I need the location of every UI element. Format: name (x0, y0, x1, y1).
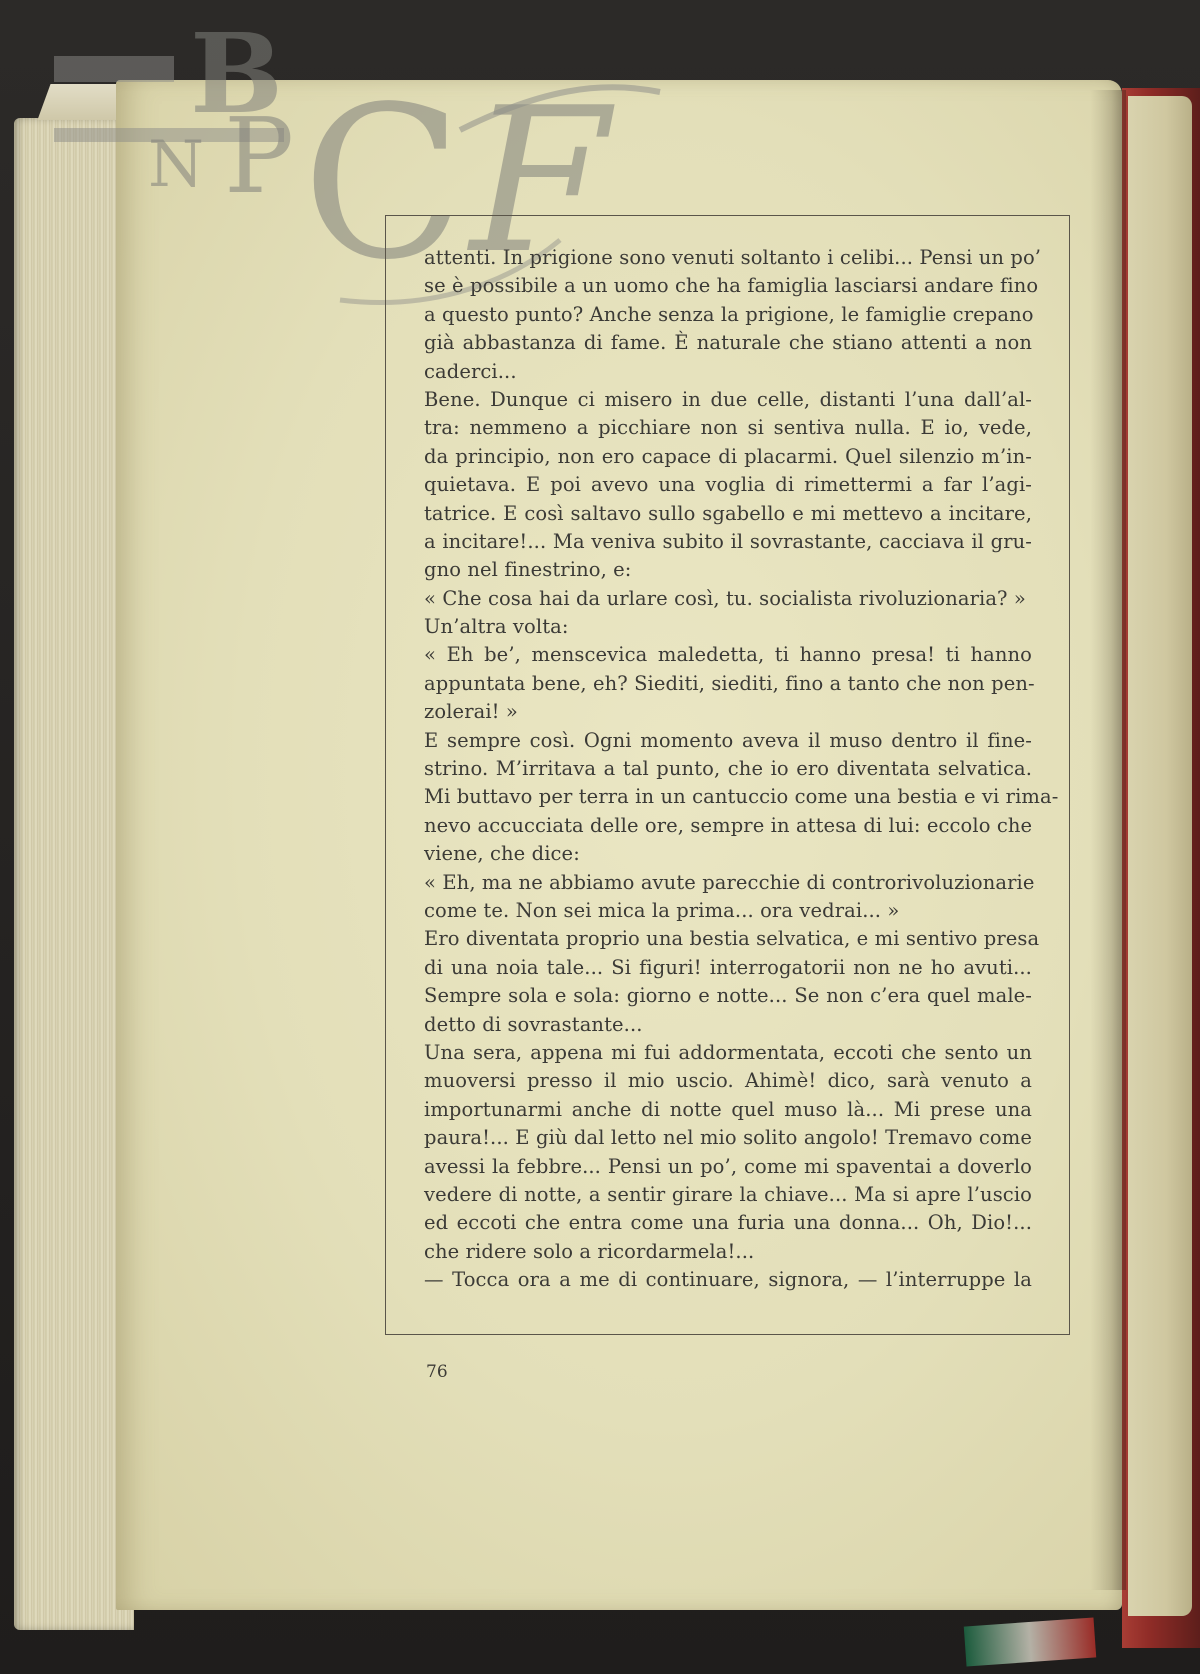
svg-text:B: B (190, 10, 283, 138)
text-line: Una sera, appena mi fui addormentata, eccoti che sento un (424, 1040, 1032, 1064)
text-line: già abbastanza di fame. È naturale che stiano attenti a non (424, 331, 1032, 355)
text-line: paura!... E giù dal letto nel mio solito angolo! Tremavo come (424, 1126, 1032, 1150)
text-line: Ero diventata proprio una bestia selvatica, e mi sentivo presa (424, 927, 1040, 951)
page-text (424, 244, 1059, 1294)
text-line: attenti. In prigione sono venuti soltanto i celibi... Pensi un po’ (424, 246, 1042, 269)
svg-text:P: P (224, 95, 294, 217)
text-line: E sempre così. Ogni momento aveva il muso dentro il fine- (424, 728, 1032, 752)
page-number: 76 (426, 1362, 448, 1382)
text-line: — Tocca ora a me di continuare, signora, — l’interruppe la (424, 1268, 1032, 1292)
text-line: da principio, non ero capace di placarmi. Quel silenzio m’in- (424, 444, 1032, 468)
svg-text:N: N (148, 128, 204, 202)
text-line: nevo accucciata delle ore, sempre in attesa di lui: eccolo che (424, 813, 1033, 837)
text-line: « Eh be’, menscevica maledetta, ti hanno presa! ti hanno (424, 643, 1032, 667)
page-gutter-shadow (1090, 90, 1126, 1590)
text-line: detto di sovrastante... (424, 1012, 643, 1036)
text-line: appuntata bene, eh? Siediti, siediti, fino a tanto che non pen- (424, 671, 1035, 695)
text-line: viene, che dice: (424, 842, 580, 866)
text-line: Sempre sola e sola: giorno e notte... Se non c’era quel male- (424, 984, 1032, 1008)
facing-page-edge (1128, 96, 1192, 1616)
text-line: vedere di notte, a sentir girare la chiave... Ma si apre l’uscio (424, 1182, 1032, 1206)
text-line: caderci... (424, 359, 517, 383)
text-line: a incitare!... Ma veniva subito il sovrastante, cacciava il gru- (424, 529, 1032, 553)
text-line: zolerai! » (424, 700, 518, 724)
text-line: « Che cosa hai da urlare così, tu. socialista rivoluzionaria? » (424, 586, 1026, 610)
text-line: importunarmi anche di notte quel muso là... Mi prese una (424, 1097, 1032, 1121)
text-line: come te. Non sei mica la prima... ora vedrai... » (424, 898, 900, 922)
text-line: muoversi presso il mio uscio. Ahimè! dico, sarà venuto a (424, 1069, 1032, 1093)
text-line: di una noia tale... Si figuri! interrogatorii non ne ho avuti... (424, 955, 1032, 979)
text-line: quietava. E poi avevo una voglia di rimettermi a far l’agi- (424, 473, 1032, 497)
text-line: gno nel finestrino, e: (424, 558, 632, 582)
svg-text:C: C (302, 61, 463, 306)
text-line: strino. M’irritava a tal punto, che io ero diventata selvatica. (424, 757, 1032, 781)
text-line: tatrice. E così saltavo sullo sgabello e mi mettevo a incitare, (424, 501, 1032, 525)
text-line: tra: nemmeno a picchiare non si sentiva nulla. E io, vede, (424, 416, 1032, 440)
text-line: Mi buttavo per terra in un cantuccio come una bestia e vi rima- (424, 785, 1059, 809)
text-line: a questo punto? Anche senza la prigione, le famiglie crepano (424, 302, 1034, 326)
text-line: Bene. Dunque ci misero in due celle, distanti l’una dall’al- (424, 387, 1032, 411)
text-line: « Eh, ma ne abbiamo avute parecchie di controrivoluzionarie (424, 870, 1035, 894)
text-line: Un’altra volta: (424, 615, 569, 639)
text-line: che ridere solo a ricordarmela!... (424, 1239, 755, 1263)
svg-text:F: F (470, 65, 609, 298)
text-line: ed eccoti che entra come una furia una donna... Oh, Dio!... (424, 1211, 1032, 1235)
text-line: avessi la febbre... Pensi un po’, come mi spaventai a doverlo (424, 1154, 1032, 1178)
text-line: se è possibile a un uomo che ha famiglia lasciarsi andare fino (424, 274, 1039, 298)
